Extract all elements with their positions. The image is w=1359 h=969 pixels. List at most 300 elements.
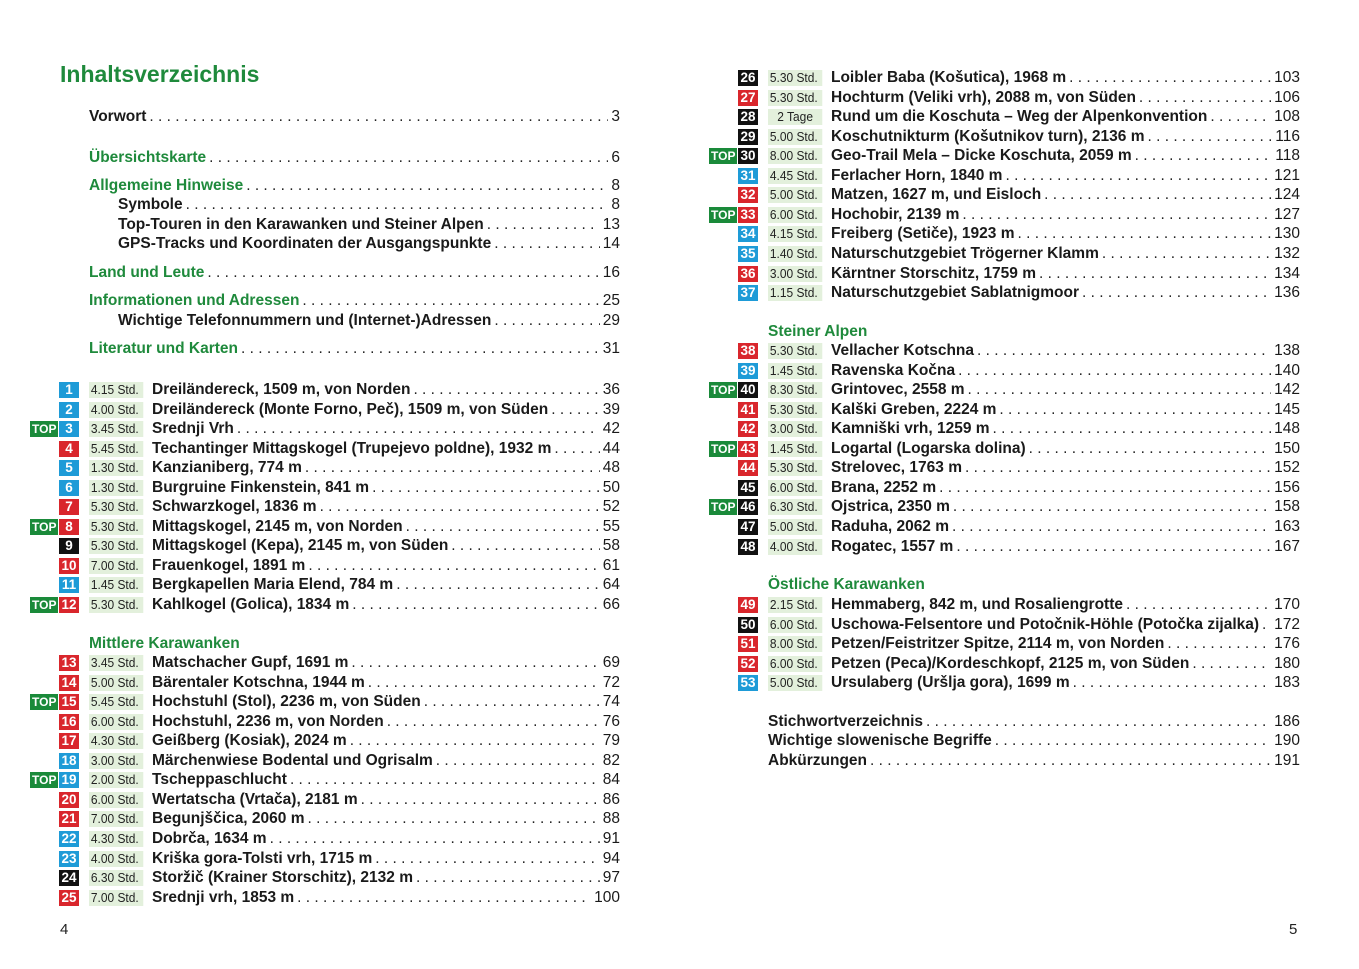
duration-label: 8.30 Std. xyxy=(768,382,822,398)
entry-title: Srednji vrh, 1853 m xyxy=(152,888,295,906)
top-badge: TOP xyxy=(711,149,736,164)
tour-number-badge: 24 xyxy=(59,870,79,886)
back-entry[interactable] xyxy=(768,731,1300,751)
duration-label: 7.00 Std. xyxy=(89,558,143,574)
leader-dots xyxy=(270,829,600,849)
tour-number-badge: 20 xyxy=(59,792,79,808)
entry-title: Srednji Vrh xyxy=(152,420,234,437)
entry-page: 44 xyxy=(602,439,620,457)
leader-dots xyxy=(361,790,600,810)
tour-entry[interactable] xyxy=(152,829,620,849)
entry-page: 88 xyxy=(602,810,620,828)
entry-page: 97 xyxy=(602,869,620,887)
tour-number-badge: 19 xyxy=(59,772,79,788)
entry-page: 79 xyxy=(602,732,620,750)
entry-title: Mittagskogel (Kepa), 2145 m, von Süden xyxy=(152,537,449,554)
tour-number-badge: 53 xyxy=(738,675,758,691)
entry-title: Vellacher Kotschna xyxy=(831,342,975,359)
duration-label: 7.00 Std. xyxy=(89,811,143,827)
section-mittlere-karawanken: Mittlere Karawanken xyxy=(89,635,240,652)
duration-label: 5.00 Std. xyxy=(768,129,822,145)
duration-label: 5.30 Std. xyxy=(768,70,822,86)
leader-dots xyxy=(554,439,599,459)
tour-entry[interactable] xyxy=(152,712,620,732)
tour-number-badge: 45 xyxy=(738,480,758,496)
leader-dots xyxy=(308,556,599,576)
entry-page: 142 xyxy=(1274,381,1300,399)
tour-entry[interactable] xyxy=(831,458,1300,478)
front-entry[interactable] xyxy=(118,311,620,331)
tour-number-badge: 30 xyxy=(738,148,758,164)
entry-page: 138 xyxy=(1274,342,1300,359)
top-badge: TOP xyxy=(32,422,57,436)
entry-page: 108 xyxy=(1274,108,1300,126)
tour-number-badge: 22 xyxy=(59,831,79,847)
leader-dots xyxy=(209,148,608,168)
entry-page: 158 xyxy=(1274,498,1300,516)
leader-dots xyxy=(952,517,1271,537)
tour-number-badge: 33 xyxy=(738,207,758,223)
tour-number-badge: 18 xyxy=(59,753,79,769)
tour-entry[interactable] xyxy=(152,478,620,498)
back-entry[interactable] xyxy=(768,751,1300,771)
tour-entry[interactable] xyxy=(831,654,1300,674)
entry-title: Allgemeine Hinweise xyxy=(89,177,244,194)
leader-dots xyxy=(939,478,1271,498)
tour-entry[interactable] xyxy=(831,185,1300,205)
tour-number-badge: 7 xyxy=(59,499,79,515)
duration-label: 4.00 Std. xyxy=(89,851,143,867)
tour-entry[interactable] xyxy=(152,419,620,439)
entry-title: Naturschutzgebiet Trögerner Klamm xyxy=(831,244,1099,262)
entry-title: Abkürzungen xyxy=(768,752,868,769)
tour-entry[interactable] xyxy=(831,224,1300,244)
leader-dots xyxy=(1126,595,1271,615)
entry-title: Hochobir, 2139 m xyxy=(831,205,960,223)
leader-dots xyxy=(352,595,599,615)
entry-page: 180 xyxy=(1274,654,1300,672)
duration-label: 8.00 Std. xyxy=(768,636,822,652)
tour-entry[interactable] xyxy=(831,88,1300,108)
entry-page: 140 xyxy=(1274,361,1300,379)
tour-entry[interactable] xyxy=(831,595,1300,615)
entry-title: Hemmaberg, 842 m, und Rosaliengrotte xyxy=(831,596,1123,613)
entry-page: 69 xyxy=(602,654,620,671)
entry-page: 39 xyxy=(602,400,620,418)
top-badge: TOP xyxy=(32,597,57,612)
tour-entry[interactable] xyxy=(152,517,620,537)
leader-dots xyxy=(870,751,1271,771)
entry-title: Freiberg (Setiče), 1923 m xyxy=(831,225,1015,243)
front-entry[interactable] xyxy=(89,291,620,311)
leader-dots xyxy=(207,263,599,283)
entry-title: Wichtige slowenische Begriffe xyxy=(768,732,992,749)
entry-title: Geo-Trail Mela – Dicke Koschuta, 2059 m xyxy=(831,147,1132,165)
tour-entry[interactable] xyxy=(152,400,620,420)
entry-title: Rogatec, 1557 m xyxy=(831,537,954,555)
page-number-right: 5 xyxy=(1289,921,1298,938)
tour-entry[interactable] xyxy=(831,205,1300,225)
top-badge: TOP xyxy=(32,695,57,710)
tour-number-badge: 38 xyxy=(738,343,758,359)
tour-number-badge: 39 xyxy=(738,363,758,379)
entry-title: Dobrča, 1634 m xyxy=(152,829,267,847)
entry-page: 42 xyxy=(602,420,620,437)
leader-dots xyxy=(413,380,599,400)
entry-title: Strelovec, 1763 m xyxy=(831,459,962,477)
entry-page: 86 xyxy=(602,790,620,808)
entry-title: Rund um die Koschuta – Weg der Alpenkonvention xyxy=(831,108,1208,126)
leader-dots xyxy=(451,536,599,556)
entry-title: Bergkapellen Maria Elend, 784 m xyxy=(152,576,394,593)
duration-label: 1.40 Std. xyxy=(768,246,822,262)
entry-page: 176 xyxy=(1274,635,1300,652)
tour-entry[interactable] xyxy=(152,536,620,556)
entry-page: 132 xyxy=(1274,244,1300,262)
leader-dots xyxy=(297,888,591,908)
leader-dots xyxy=(375,849,600,869)
entry-page: 13 xyxy=(602,216,620,233)
leader-dots xyxy=(1147,127,1272,147)
tour-entry[interactable] xyxy=(831,146,1300,166)
entry-title: Loibler Baba (Košutica), 1968 m xyxy=(831,69,1067,86)
leader-dots xyxy=(1018,224,1272,244)
tour-entry[interactable] xyxy=(831,615,1300,635)
entry-page: 8 xyxy=(611,196,620,213)
tour-entry[interactable] xyxy=(831,244,1300,264)
leader-dots xyxy=(372,478,600,498)
tour-entry[interactable] xyxy=(831,400,1300,420)
entry-title: Ojstrica, 2350 m xyxy=(831,498,950,516)
entry-page: 82 xyxy=(602,751,620,769)
tour-number-badge: 50 xyxy=(738,617,758,633)
tour-number-badge: 37 xyxy=(738,285,758,301)
duration-label: 5.30 Std. xyxy=(89,499,143,515)
entry-title: Literatur und Karten xyxy=(89,340,238,357)
leader-dots xyxy=(387,712,600,732)
tour-entry[interactable] xyxy=(831,68,1300,88)
tour-entry[interactable] xyxy=(831,107,1300,127)
tour-number-badge: 15 xyxy=(59,694,79,710)
tour-entry[interactable] xyxy=(152,809,620,829)
duration-label: 3.45 Std. xyxy=(89,655,143,671)
tour-number-badge: 48 xyxy=(738,539,758,555)
tour-entry[interactable] xyxy=(831,497,1300,517)
duration-label: 5.00 Std. xyxy=(768,519,822,535)
entry-title: Begunjščica, 2060 m xyxy=(152,810,305,828)
entry-title: Wertatscha (Vrtača), 2181 m xyxy=(152,790,358,808)
tour-entry[interactable] xyxy=(831,264,1300,284)
leader-dots xyxy=(487,215,600,235)
tour-entry[interactable] xyxy=(152,673,620,693)
tour-entry[interactable] xyxy=(831,537,1300,557)
entry-page: 3 xyxy=(611,108,620,125)
tour-number-badge: 35 xyxy=(738,246,758,262)
page-number-left: 4 xyxy=(60,921,69,938)
leader-dots xyxy=(350,731,600,751)
leader-dots xyxy=(368,673,600,693)
leader-dots xyxy=(424,692,600,712)
duration-label: 6.00 Std. xyxy=(768,617,822,633)
leader-dots xyxy=(416,868,600,888)
leader-dots xyxy=(1039,264,1271,284)
entry-page: 29 xyxy=(602,312,620,329)
front-entry[interactable] xyxy=(118,234,620,254)
leader-dots xyxy=(1029,439,1271,459)
entry-title: Frauenkogel, 1891 m xyxy=(152,556,306,574)
tour-entry[interactable] xyxy=(152,751,620,771)
entry-title: Märchenwiese Bodental und Ogrisalm xyxy=(152,751,433,769)
entry-page: 134 xyxy=(1274,264,1300,282)
duration-label: 5.30 Std. xyxy=(768,343,822,359)
tour-number-badge: 23 xyxy=(59,851,79,867)
tour-entry[interactable] xyxy=(152,868,620,888)
entry-title: Kamniški vrh, 1259 m xyxy=(831,420,990,438)
entry-title: Petzen/Feistritzer Spitze, 2114 m, von Norden xyxy=(831,635,1165,652)
duration-label: 3.00 Std. xyxy=(768,266,822,282)
entry-title: Dreiländereck (Monte Forno, Peč), 1509 m, von Süden xyxy=(152,400,549,418)
leader-dots xyxy=(246,176,608,196)
entry-title: Ursulaberg (Uršlja gora), 1699 m xyxy=(831,674,1070,691)
leader-dots xyxy=(958,361,1271,381)
tour-entry[interactable] xyxy=(152,790,620,810)
tour-number-badge: 40 xyxy=(738,382,758,398)
leader-dots xyxy=(956,537,1271,557)
leader-dots xyxy=(237,419,600,439)
top-badge: TOP xyxy=(711,441,736,456)
tour-entry[interactable] xyxy=(831,419,1300,439)
entry-page: 156 xyxy=(1274,478,1300,496)
tour-entry[interactable] xyxy=(831,634,1300,654)
entry-page: 145 xyxy=(1274,400,1300,418)
tour-number-badge: 9 xyxy=(59,538,79,554)
top-badge: TOP xyxy=(32,519,57,534)
tour-number-badge: 32 xyxy=(738,187,758,203)
entry-title: Wichtige Telefonnummern und (Internet-)Adressen xyxy=(118,312,492,329)
leader-dots xyxy=(1192,654,1271,674)
leader-dots xyxy=(993,419,1272,439)
duration-label: 2.15 Std. xyxy=(768,597,822,613)
entry-title: Symbole xyxy=(118,196,183,213)
entry-title: Koschutnikturm (Košutnikov turn), 2136 m xyxy=(831,127,1145,145)
front-entry[interactable] xyxy=(89,339,620,359)
tour-entry[interactable] xyxy=(831,341,1300,361)
leader-dots xyxy=(965,458,1271,478)
entry-page: 84 xyxy=(602,771,620,789)
tour-entry[interactable] xyxy=(152,731,620,751)
tour-entry[interactable] xyxy=(152,595,620,615)
tour-number-badge: 14 xyxy=(59,675,79,691)
leader-dots xyxy=(436,751,600,771)
tour-number-badge: 34 xyxy=(738,226,758,242)
entry-title: Naturschutzgebiet Sablatnigmoor xyxy=(831,284,1080,302)
tour-number-badge: 4 xyxy=(59,441,79,457)
duration-label: 4.00 Std. xyxy=(89,402,143,418)
leader-dots xyxy=(241,339,600,359)
entry-title: Land und Leute xyxy=(89,264,205,281)
duration-label: 5.30 Std. xyxy=(89,538,143,554)
front-entry[interactable] xyxy=(118,215,620,235)
entry-page: 116 xyxy=(1275,127,1300,145)
duration-label: 6.00 Std. xyxy=(768,480,822,496)
duration-label: 5.45 Std. xyxy=(89,694,143,710)
entry-title: Kriška gora-Tolsti vrh, 1715 m xyxy=(152,849,373,867)
entry-page: 52 xyxy=(602,498,620,515)
entry-title: Techantinger Mittagskogel (Trupejevo poldne), 1932 m xyxy=(152,439,552,457)
entry-page: 8 xyxy=(611,177,620,194)
duration-label: 1.45 Std. xyxy=(768,441,822,457)
entry-page: 61 xyxy=(602,556,620,574)
leader-dots xyxy=(494,311,599,331)
duration-label: 1.15 Std. xyxy=(768,285,822,301)
front-entry[interactable] xyxy=(118,195,620,215)
leader-dots xyxy=(953,497,1271,517)
entry-title: Raduha, 2062 m xyxy=(831,517,950,535)
tour-number-badge: 17 xyxy=(59,733,79,749)
tour-entry[interactable] xyxy=(152,849,620,869)
tour-entry[interactable] xyxy=(831,439,1300,459)
duration-label: 6.00 Std. xyxy=(768,656,822,672)
entry-title: Tscheppaschlucht xyxy=(152,771,287,789)
tour-entry[interactable] xyxy=(152,497,620,517)
duration-label: 4.00 Std. xyxy=(768,539,822,555)
entry-title: Matzen, 1627 m, und Eisloch xyxy=(831,186,1042,204)
entry-title: Mittagskogel, 2145 m, von Norden xyxy=(152,517,403,535)
tour-entry[interactable] xyxy=(831,166,1300,186)
leader-dots xyxy=(351,653,599,673)
leader-dots xyxy=(1005,166,1271,186)
tour-entry[interactable] xyxy=(152,458,620,478)
duration-label: 5.30 Std. xyxy=(768,402,822,418)
front-entry[interactable] xyxy=(89,148,620,168)
entry-title: Hochstuhl (Stol), 2236 m, von Süden xyxy=(152,693,421,711)
tour-entry[interactable] xyxy=(152,770,620,790)
tour-entry[interactable] xyxy=(831,127,1300,147)
tour-entry[interactable] xyxy=(152,692,620,712)
entry-title: Kanzianiberg, 774 m xyxy=(152,459,302,476)
duration-label: 8.00 Std. xyxy=(768,148,822,164)
entry-title: GPS-Tracks und Koordinaten der Ausgangspunkte xyxy=(118,235,492,252)
entry-page: 152 xyxy=(1274,459,1300,477)
entry-page: 16 xyxy=(602,264,620,281)
tour-entry[interactable] xyxy=(152,556,620,576)
tour-entry[interactable] xyxy=(831,517,1300,537)
section-steiner-alpen: Steiner Alpen xyxy=(768,323,868,340)
entry-page: 14 xyxy=(602,235,620,252)
entry-page: 148 xyxy=(1274,420,1300,438)
leader-dots xyxy=(968,380,1272,400)
entry-title: Matschacher Gupf, 1691 m xyxy=(152,654,349,671)
entry-page: 25 xyxy=(602,292,620,309)
tour-entry[interactable] xyxy=(831,478,1300,498)
entry-page: 170 xyxy=(1274,596,1300,613)
leader-dots xyxy=(149,107,608,127)
tour-number-badge: 21 xyxy=(59,811,79,827)
tour-entry[interactable] xyxy=(152,653,620,673)
tour-number-badge: 44 xyxy=(738,460,758,476)
entry-page: 72 xyxy=(602,673,620,691)
leader-dots xyxy=(406,517,600,537)
leader-dots xyxy=(999,400,1271,420)
tour-number-badge: 47 xyxy=(738,519,758,535)
duration-label: 4.15 Std. xyxy=(768,226,822,242)
tour-entry[interactable] xyxy=(152,575,620,595)
duration-label: 6.00 Std. xyxy=(768,207,822,223)
leader-dots xyxy=(308,809,600,829)
duration-label: 3.45 Std. xyxy=(89,421,143,437)
leader-dots xyxy=(1069,68,1271,88)
leader-dots xyxy=(962,205,1271,225)
entry-page: 66 xyxy=(602,595,620,613)
entry-title: Uschowa-Felsentore und Potočnik-Höhle (Potočka zijalka) xyxy=(831,615,1260,633)
entry-page: 94 xyxy=(602,849,620,867)
tour-number-badge: 29 xyxy=(738,129,758,145)
entry-page: 163 xyxy=(1274,517,1300,535)
section-oestliche-karawanken: Östliche Karawanken xyxy=(768,576,925,593)
duration-label: 5.30 Std. xyxy=(768,90,822,106)
entry-page: 6 xyxy=(611,149,620,166)
tour-number-badge: 12 xyxy=(59,597,79,613)
entry-title: Schwarzkogel, 1836 m xyxy=(152,498,317,515)
entry-page: 58 xyxy=(602,537,620,554)
tour-number-badge: 10 xyxy=(59,558,79,574)
back-entry[interactable] xyxy=(768,712,1300,732)
entry-page: 31 xyxy=(602,340,620,357)
entry-page: 183 xyxy=(1274,674,1300,691)
duration-label: 4.30 Std. xyxy=(89,733,143,749)
entry-title: Brana, 2252 m xyxy=(831,478,937,496)
tour-number-badge: 42 xyxy=(738,421,758,437)
leader-dots xyxy=(551,400,600,420)
tour-entry[interactable] xyxy=(152,888,620,908)
front-entry[interactable] xyxy=(89,263,620,283)
entry-page: 167 xyxy=(1274,537,1300,555)
tour-entry[interactable] xyxy=(831,283,1300,303)
tour-entry[interactable] xyxy=(152,380,620,400)
leader-dots xyxy=(1139,88,1271,108)
leader-dots xyxy=(305,458,600,478)
entry-page: 74 xyxy=(602,693,620,711)
tour-number-badge: 27 xyxy=(738,90,758,106)
entry-title: Petzen (Peca)/Kordeschkopf, 2125 m, von Süden xyxy=(831,654,1190,672)
duration-label: 1.45 Std. xyxy=(89,577,143,593)
leader-dots xyxy=(302,291,599,311)
tour-number-badge: 28 xyxy=(738,109,758,125)
duration-label: 5.00 Std. xyxy=(768,675,822,691)
tour-entry[interactable] xyxy=(152,439,620,459)
tour-number-badge: 43 xyxy=(738,441,758,457)
tour-entry[interactable] xyxy=(831,673,1300,693)
entry-title: Ferlacher Horn, 1840 m xyxy=(831,166,1003,184)
entry-page: 36 xyxy=(602,381,620,398)
tour-number-badge: 5 xyxy=(59,460,79,476)
tour-number-badge: 36 xyxy=(738,266,758,282)
front-entry[interactable] xyxy=(89,107,620,127)
leader-dots xyxy=(1073,673,1272,693)
duration-label: 6.00 Std. xyxy=(89,792,143,808)
tour-entry[interactable] xyxy=(831,380,1300,400)
entry-title: Kalški Greben, 2224 m xyxy=(831,400,997,418)
entry-title: Übersichtskarte xyxy=(89,149,207,166)
entry-title: Grintovec, 2558 m xyxy=(831,381,965,399)
tour-entry[interactable] xyxy=(831,361,1300,381)
top-badge: TOP xyxy=(32,773,57,788)
tour-number-badge: 51 xyxy=(738,636,758,652)
leader-dots xyxy=(1262,615,1271,635)
duration-label: 7.00 Std. xyxy=(89,890,143,906)
tour-number-badge: 16 xyxy=(59,714,79,730)
front-entry[interactable] xyxy=(89,176,620,196)
